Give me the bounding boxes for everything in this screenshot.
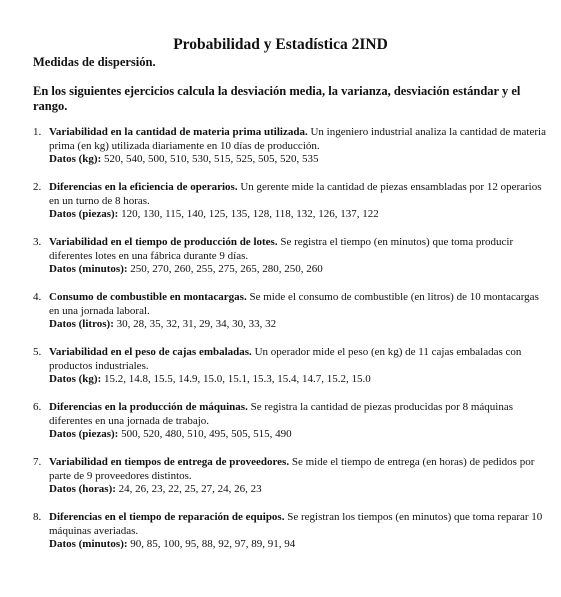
data-label: Datos (kg): xyxy=(49,373,102,386)
exercise-title: Variabilidad en el tiempo de producción de lotes. xyxy=(49,236,278,248)
exercise-title: Variabilidad en tiempos de entrega de proveedores. xyxy=(49,456,290,468)
data-label: Datos (minutos): xyxy=(49,263,128,276)
exercise-item xyxy=(33,126,548,181)
exercise-description: Un operador mide el peso (en kg) de 11 cajas embaladas con productos industriales. xyxy=(49,346,522,372)
section-subtitle: Medidas de dispersión. xyxy=(33,55,156,69)
instructions-paragraph: En los siguientes ejercicios calcula la desviación media, la varianza, desviación estándar y el rango. xyxy=(33,84,521,113)
exercise-title: Variabilidad en la cantidad de materia prima utilizada. xyxy=(49,126,308,138)
exercise-title: Variabilidad en el peso de cajas embaladas. xyxy=(49,346,252,358)
data-values: 24, 26, 23, 22, 25, 27, 24, 26, 23 xyxy=(115,483,262,496)
exercise-item xyxy=(33,291,548,346)
data-label: Datos (piezas): xyxy=(49,428,119,441)
exercise-data xyxy=(49,208,548,222)
exercise-description: Un gerente mide la cantidad de piezas ensambladas por 12 operarios en un turno de 8 horas. xyxy=(49,181,542,207)
exercise-title: Diferencias en el tiempo de reparación de equipos. xyxy=(49,511,285,523)
exercise-description: Se registran los tiempos (en minutos) que toma reparar 10 máquinas averiadas. xyxy=(49,511,543,537)
data-values: 30, 28, 35, 32, 31, 29, 34, 30, 33, 32 xyxy=(113,318,277,331)
data-label: Datos (minutos): xyxy=(49,538,128,551)
exercise-item xyxy=(33,181,548,236)
exercise-data xyxy=(49,538,548,552)
exercise-description: Se registra la cantidad de piezas producidas por 8 máquinas diferentes en una jornada de trabajo. xyxy=(49,401,513,427)
exercise-number: 5. xyxy=(33,346,42,358)
exercise-item xyxy=(33,401,548,456)
data-values: 120, 130, 115, 140, 125, 135, 128, 118, 132, 126, 137, 122 xyxy=(118,208,379,221)
exercise-item xyxy=(33,511,548,566)
document-title: Probabilidad y Estadística 2IND xyxy=(173,36,388,53)
exercise-list xyxy=(33,126,548,566)
exercise-description: Se mide el consumo de combustible (en litros) de 10 montacargas en una jornada laboral. xyxy=(49,291,539,317)
data-label: Datos (piezas): xyxy=(49,208,119,221)
exercise-number: 8. xyxy=(33,511,42,523)
exercise-data xyxy=(49,373,548,387)
exercise-item xyxy=(33,236,548,291)
data-label: Datos (kg): xyxy=(49,153,102,166)
exercise-number: 4. xyxy=(33,291,42,303)
exercise-data xyxy=(49,428,548,442)
exercise-title: Diferencias en la eficiencia de operarios. xyxy=(49,181,238,193)
exercise-data xyxy=(49,263,548,277)
data-values: 15.2, 14.8, 15.5, 14.9, 15.0, 15.1, 15.3, 15.4, 14.7, 15.2, 15.0 xyxy=(101,373,371,386)
data-label: Datos (litros): xyxy=(49,318,114,331)
data-label: Datos (horas): xyxy=(49,483,116,496)
exercise-number: 2. xyxy=(33,181,42,193)
exercise-item xyxy=(33,456,548,511)
data-values: 90, 85, 100, 95, 88, 92, 97, 89, 91, 94 xyxy=(127,538,296,551)
exercise-item xyxy=(33,346,548,401)
exercise-number: 7. xyxy=(33,456,42,468)
data-values: 520, 540, 500, 510, 530, 515, 525, 505, 520, 535 xyxy=(101,153,319,166)
exercise-description: Un ingeniero industrial analiza la cantidad de materia prima (en kg) utilizada diariamente en 10 días de producción. xyxy=(49,126,546,152)
exercise-data xyxy=(49,483,548,497)
exercise-description: Se registra el tiempo (en minutos) que toma producir diferentes lotes en una fábrica durante 9 días. xyxy=(49,236,514,262)
data-values: 500, 520, 480, 510, 495, 505, 515, 490 xyxy=(118,428,292,441)
exercise-title: Diferencias en la producción de máquinas. xyxy=(49,401,248,413)
data-values: 250, 270, 260, 255, 275, 265, 280, 250, 260 xyxy=(127,263,323,276)
exercise-title: Consumo de combustible en montacargas. xyxy=(49,291,247,303)
exercise-data xyxy=(49,318,548,332)
exercise-number: 1. xyxy=(33,126,42,138)
exercise-number: 3. xyxy=(33,236,42,248)
exercise-data xyxy=(49,153,548,167)
exercise-description: Se mide el tiempo de entrega (en horas) de pedidos por parte de 9 proveedores distintos. xyxy=(49,456,535,482)
exercise-number: 6. xyxy=(33,401,42,413)
